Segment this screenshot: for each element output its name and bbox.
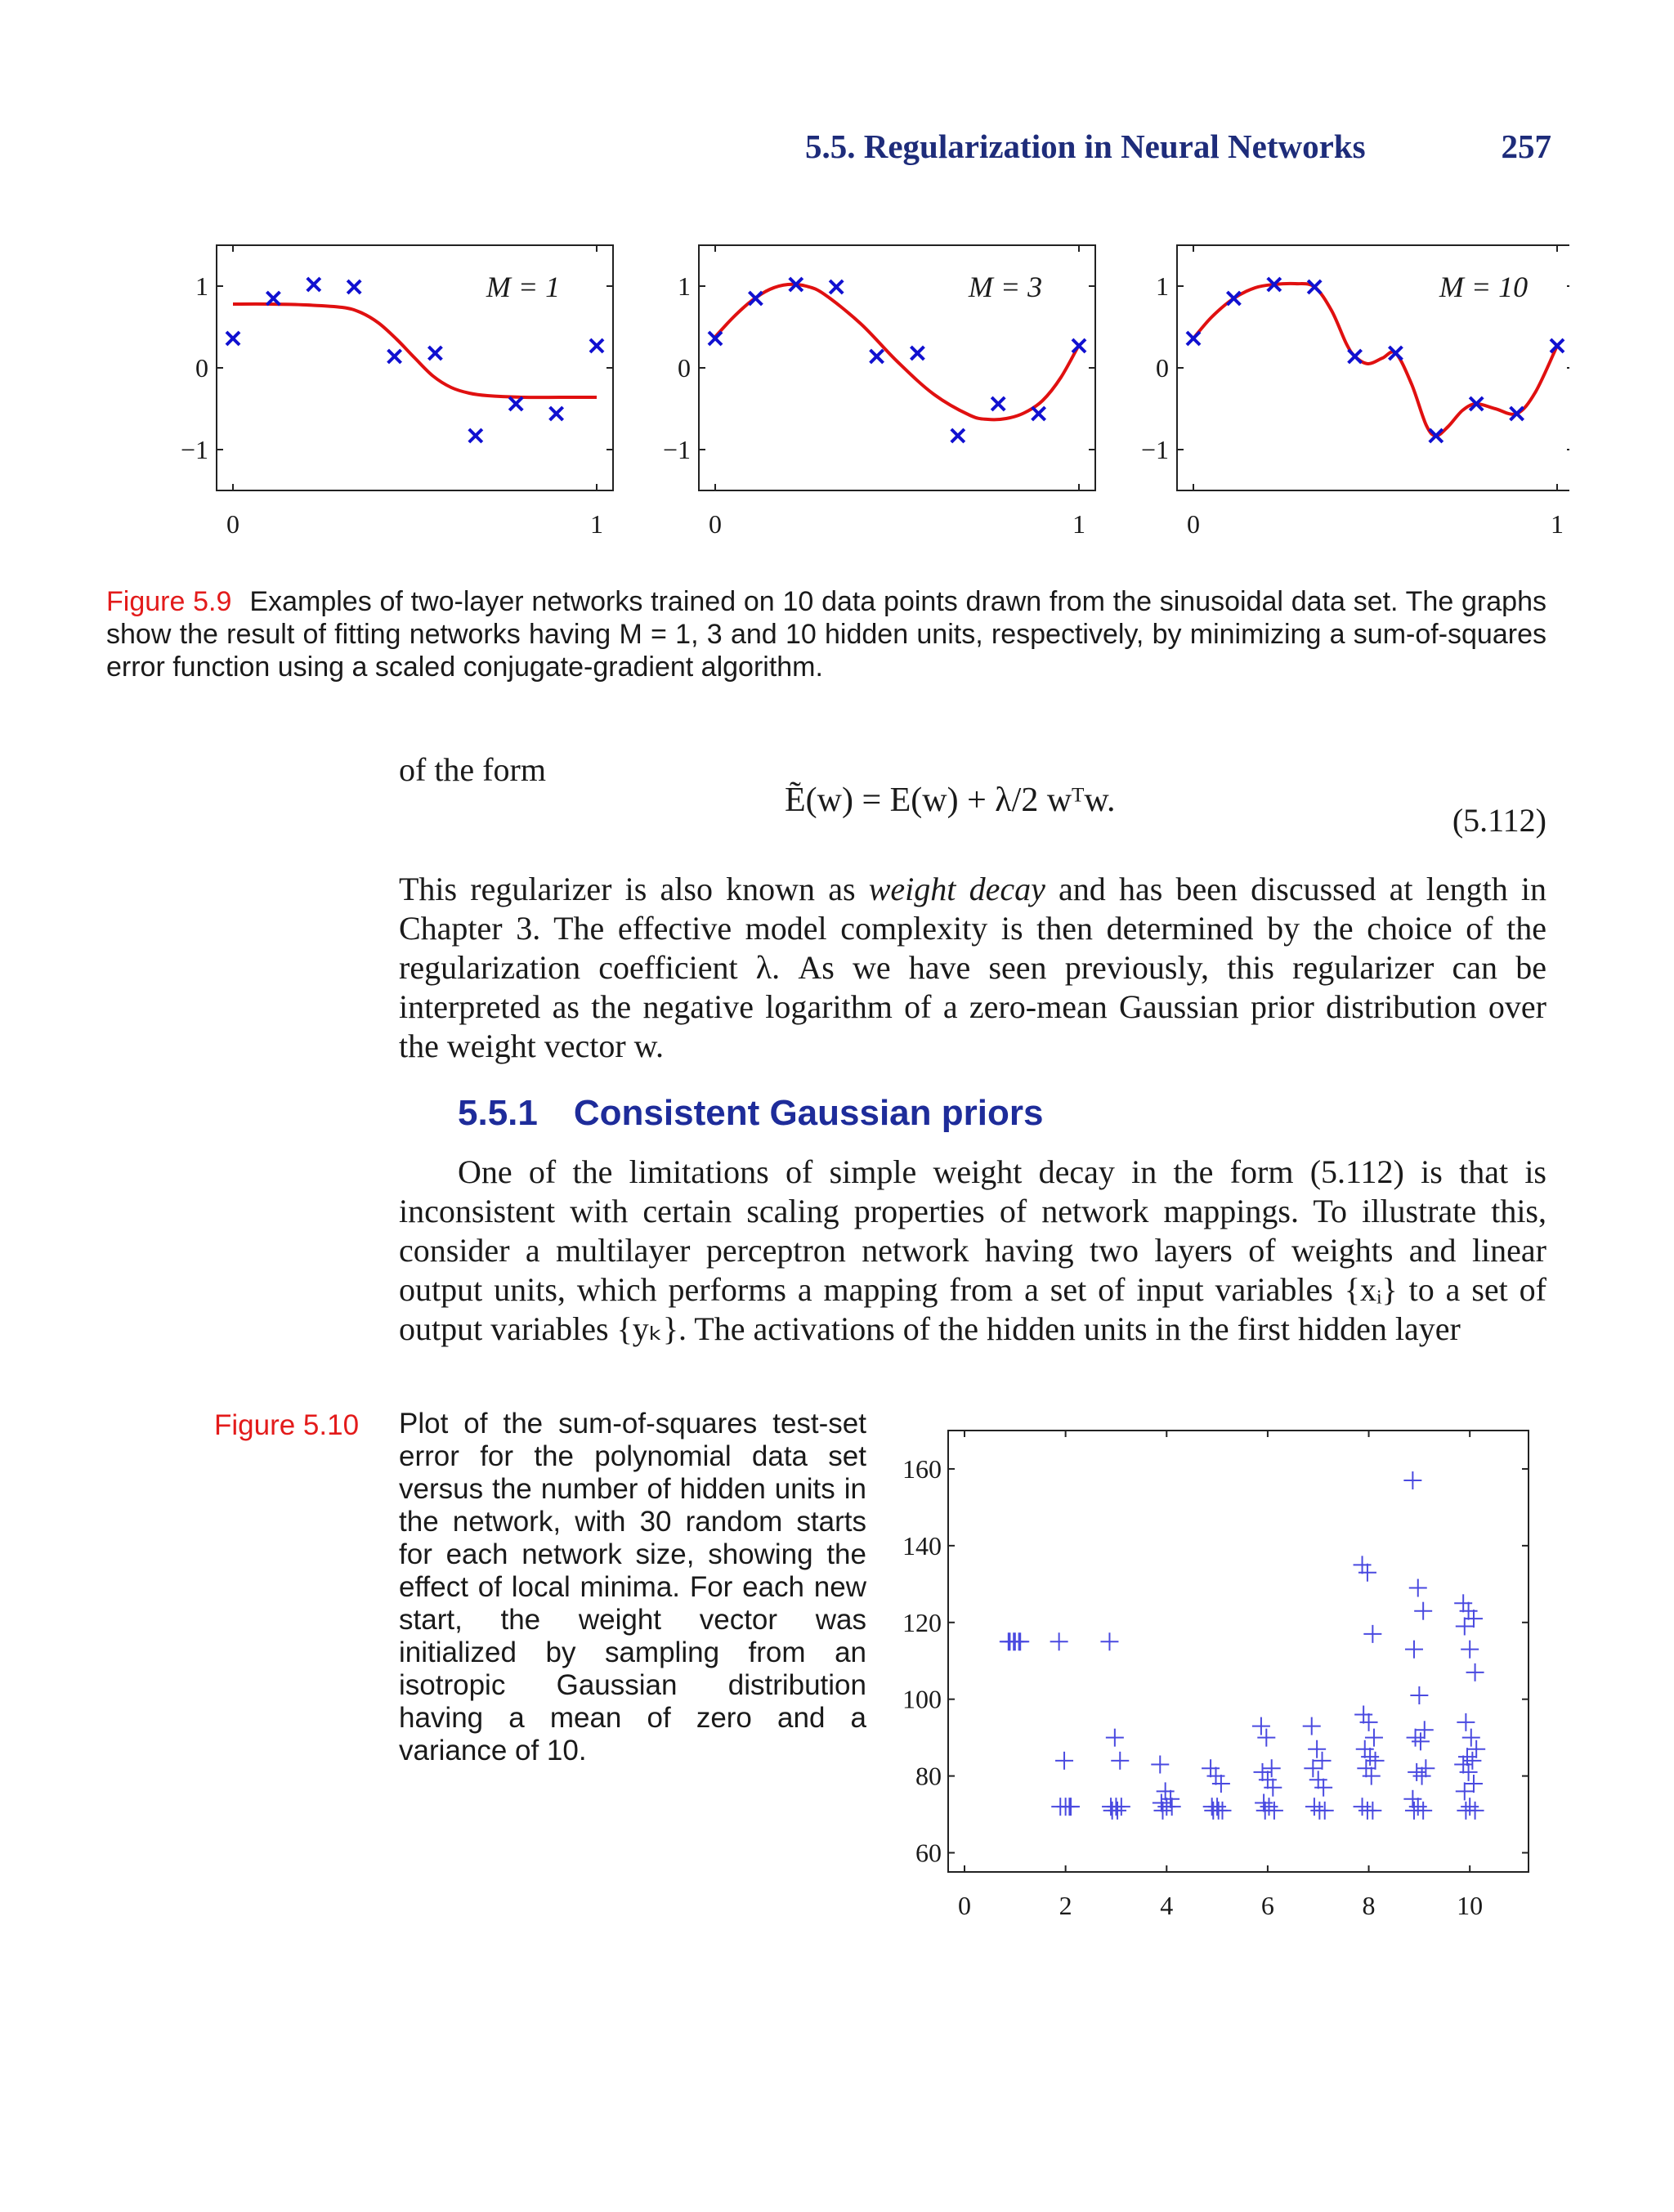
plus-marker xyxy=(1206,1767,1224,1785)
y-tick-label: 1 xyxy=(678,271,691,301)
figure-5-10-label: Figure 5.10 xyxy=(214,1409,360,1441)
series-1 xyxy=(1000,1632,1029,1650)
data-point-marker xyxy=(428,347,441,360)
y-tick-label: 60 xyxy=(915,1838,942,1868)
plus-marker xyxy=(1354,1556,1372,1574)
plus-marker xyxy=(1409,1579,1427,1597)
plus-marker xyxy=(1457,1802,1475,1820)
equation-number: (5.112) xyxy=(1452,802,1546,839)
series-6 xyxy=(1252,1717,1283,1820)
figure-5-10-scatter xyxy=(891,1422,1545,1929)
data-point-marker xyxy=(550,407,563,420)
plus-marker xyxy=(1055,1752,1073,1770)
paragraph-1 xyxy=(399,870,1546,1066)
plus-marker xyxy=(1062,1798,1080,1816)
y-tick-label: 1 xyxy=(195,271,208,301)
plus-marker xyxy=(1363,1767,1381,1785)
plus-marker xyxy=(1363,1625,1381,1643)
plus-marker xyxy=(1465,1775,1483,1793)
figure-5-9-caption-text: Examples of two-layer networks trained on 10 data points drawn from the sinusoidal data set. The graphs show the result of fitting networks having M = 1, 3 and 10 hidden units, respectively, by minimizing a sum-of-squares error function using a scaled conjugate-gradient algorithm. xyxy=(106,586,1546,683)
plus-marker xyxy=(1457,1713,1475,1731)
data-point-marker xyxy=(749,292,762,305)
data-point-marker xyxy=(1227,292,1240,305)
figure-5-9-caption xyxy=(106,585,1546,683)
plus-marker xyxy=(1461,1798,1479,1816)
plot-m10 xyxy=(1141,245,1569,539)
plus-marker xyxy=(1356,1740,1374,1758)
plus-marker xyxy=(1405,1802,1423,1820)
series-10 xyxy=(1454,1594,1485,1820)
plus-marker xyxy=(1354,1798,1372,1816)
x-tick-label: 0 xyxy=(709,509,722,539)
plus-marker xyxy=(1405,1641,1423,1659)
section-number: 5.5.1 xyxy=(458,1093,538,1133)
plus-marker xyxy=(1454,1756,1472,1774)
plus-marker xyxy=(1365,1729,1383,1747)
paragraph-1-end: and has been discussed at length in Chapter 3. The effective model complexity is then determined by the choice of the regularization coefficient λ. As we have seen previously, this regularizer can be interpreted as the negative logarithm of a zero-mean Gaussian prior distribution over the weight vector w. xyxy=(399,871,1547,1064)
plus-marker xyxy=(1151,1756,1169,1774)
plus-marker xyxy=(1412,1732,1430,1750)
plus-marker xyxy=(1316,1802,1334,1820)
data-point-marker xyxy=(1072,339,1085,352)
intro-text: of the form xyxy=(399,751,546,788)
data-point-marker xyxy=(871,350,884,363)
plus-marker xyxy=(1416,1721,1434,1739)
plus-marker xyxy=(1462,1729,1480,1747)
x-tick-label: 0 xyxy=(958,1891,971,1920)
plus-marker xyxy=(1303,1717,1321,1735)
y-tick-label: 0 xyxy=(678,353,691,383)
plus-marker xyxy=(1260,1798,1278,1816)
plus-marker xyxy=(1361,1748,1379,1766)
x-tick-label: 0 xyxy=(226,509,239,539)
plus-marker xyxy=(1465,1610,1483,1628)
data-point-marker xyxy=(830,280,843,293)
plus-marker xyxy=(1357,1759,1375,1777)
plus-marker xyxy=(1407,1729,1425,1747)
y-tick-label: 0 xyxy=(1156,353,1169,383)
plus-marker xyxy=(1460,1763,1478,1781)
plus-marker xyxy=(1163,1798,1181,1816)
y-tick-label: 100 xyxy=(902,1684,942,1714)
plot-title: M = 10 xyxy=(1439,271,1529,303)
plus-marker xyxy=(1259,1771,1277,1789)
running-title: 5.5. Regularization in Neural Networks xyxy=(805,128,1366,165)
data-point-marker xyxy=(1308,280,1321,293)
plus-marker xyxy=(1454,1594,1472,1612)
plus-marker xyxy=(1255,1793,1273,1811)
plus-marker xyxy=(1463,1752,1481,1770)
figure-5-9-plots xyxy=(106,237,1569,564)
plus-marker xyxy=(1417,1759,1435,1777)
data-point-marker xyxy=(911,347,924,360)
y-tick-label: 80 xyxy=(915,1761,942,1791)
plus-marker xyxy=(1460,1602,1478,1620)
y-tick-label: 120 xyxy=(902,1607,942,1637)
plot-m1 xyxy=(181,245,613,539)
figure-5-10-caption: Plot of the sum-of-squares test-set error for the polynomial data set versus the number of hidden units in the network, with 30 random starts for each network size, showing the effect of local minima. For each new start, the weight vector was initialized by sampling from an isotropic Gaussian distribution having a mean of zero and a variance of 10. xyxy=(399,1408,866,1766)
plus-marker xyxy=(1458,1748,1476,1766)
y-tick-label: −1 xyxy=(180,435,208,464)
series-4 xyxy=(1151,1756,1180,1820)
plus-marker xyxy=(1202,1759,1220,1777)
plus-marker xyxy=(1367,1752,1385,1770)
fitted-curve xyxy=(1193,284,1557,436)
plus-marker xyxy=(1157,1782,1175,1800)
plus-marker xyxy=(1208,1798,1226,1816)
plus-marker xyxy=(1254,1763,1272,1781)
data-point-marker xyxy=(469,429,482,442)
plus-marker xyxy=(1354,1705,1372,1723)
plus-marker xyxy=(1100,1632,1118,1650)
x-tick-label: 4 xyxy=(1160,1891,1174,1920)
y-tick-label: 1 xyxy=(1156,271,1169,301)
plus-marker xyxy=(1314,1779,1332,1797)
fitted-curve xyxy=(233,304,597,397)
plus-marker xyxy=(1112,1798,1130,1816)
plus-marker xyxy=(1106,1729,1124,1747)
data-point-marker xyxy=(509,397,522,410)
plot-title: M = 3 xyxy=(968,271,1043,303)
plus-marker xyxy=(1456,1617,1474,1635)
x-tick-label: 6 xyxy=(1260,1891,1274,1920)
plus-marker xyxy=(1466,1663,1484,1681)
plus-marker xyxy=(1304,1759,1322,1777)
figure-5-9-label: Figure 5.9 xyxy=(106,586,232,617)
series-2 xyxy=(1050,1632,1080,1816)
plus-marker xyxy=(1308,1740,1326,1758)
paragraph-1-start: This regularizer is also known as xyxy=(399,871,869,907)
data-point-marker xyxy=(1551,339,1564,352)
data-point-marker xyxy=(951,429,965,442)
data-point-marker xyxy=(991,397,1005,410)
plot-m3 xyxy=(663,245,1095,539)
section-heading xyxy=(458,1093,1043,1134)
plus-marker xyxy=(1408,1763,1426,1781)
plus-marker xyxy=(1162,1790,1179,1808)
plus-marker xyxy=(1153,1793,1170,1811)
y-tick-label: 140 xyxy=(902,1530,942,1560)
plus-marker xyxy=(1111,1752,1129,1770)
plus-marker xyxy=(1264,1779,1282,1797)
data-point-marker xyxy=(709,332,722,345)
x-tick-label: 0 xyxy=(1187,509,1200,539)
plus-marker xyxy=(1410,1686,1428,1704)
plus-marker xyxy=(1403,1790,1421,1808)
plus-marker xyxy=(1305,1798,1323,1816)
x-tick-label: 1 xyxy=(1072,509,1085,539)
data-point-marker xyxy=(388,350,401,363)
plus-marker xyxy=(1467,1740,1485,1758)
weight-decay-term: weight decay xyxy=(868,871,1045,907)
x-tick-label: 1 xyxy=(1551,509,1564,539)
plus-marker xyxy=(1252,1717,1270,1735)
plus-marker xyxy=(1456,1782,1474,1800)
plus-marker xyxy=(1309,1771,1327,1789)
y-tick-label: 0 xyxy=(195,353,208,383)
data-point-marker xyxy=(226,332,239,345)
plus-marker xyxy=(1257,1729,1275,1747)
series-5 xyxy=(1202,1759,1231,1820)
series-7 xyxy=(1303,1717,1334,1820)
series-9 xyxy=(1403,1471,1435,1820)
x-tick-label: 2 xyxy=(1059,1891,1072,1920)
plot-frame xyxy=(948,1431,1529,1872)
plus-marker xyxy=(1256,1802,1274,1820)
plus-marker xyxy=(1409,1798,1427,1816)
plus-marker xyxy=(1314,1752,1332,1770)
plus-marker xyxy=(1360,1713,1378,1731)
data-point-marker xyxy=(1187,332,1200,345)
data-point-marker xyxy=(347,280,360,293)
y-tick-label: −1 xyxy=(1140,435,1169,464)
x-tick-label: 10 xyxy=(1457,1891,1484,1920)
data-point-marker xyxy=(307,278,320,291)
plus-marker xyxy=(1414,1602,1432,1620)
plus-marker xyxy=(1461,1641,1479,1659)
x-tick-label: 8 xyxy=(1362,1891,1376,1920)
series-3 xyxy=(1100,1632,1130,1820)
plus-marker xyxy=(1358,1564,1376,1582)
data-point-marker xyxy=(590,339,603,352)
data-point-marker xyxy=(1032,407,1045,420)
x-tick-label: 1 xyxy=(590,509,603,539)
plus-marker xyxy=(1050,1632,1068,1650)
y-tick-label: −1 xyxy=(662,435,691,464)
plus-marker xyxy=(1363,1802,1381,1820)
fitted-curve xyxy=(715,284,1079,420)
plus-marker xyxy=(1263,1759,1281,1777)
plus-marker xyxy=(1413,1767,1431,1785)
plus-marker xyxy=(1212,1775,1230,1793)
plus-marker xyxy=(1153,1802,1171,1820)
y-tick-label: 160 xyxy=(902,1453,942,1484)
page-number: 257 xyxy=(1501,128,1551,165)
paragraph-2: One of the limitations of simple weight decay in the form (5.112) is that is inconsistent with certain scaling properties of network mappings. To illustrate this, consider a multilayer perceptron network having two layers of weights and linear output units, which performs a mapping from a set of input variables {xᵢ} to a set of output variables {yₖ}. The activations of the hidden units in the first hidden layer xyxy=(399,1153,1546,1347)
data-point-marker xyxy=(1349,350,1362,363)
equation-5-112: Ẽ(w) = E(w) + λ/2 wᵀw. xyxy=(785,781,1116,819)
series-8 xyxy=(1354,1556,1385,1820)
section-title: Consistent Gaussian priors xyxy=(573,1093,1044,1133)
plus-marker xyxy=(1403,1471,1421,1489)
plot-title: M = 1 xyxy=(486,271,561,303)
